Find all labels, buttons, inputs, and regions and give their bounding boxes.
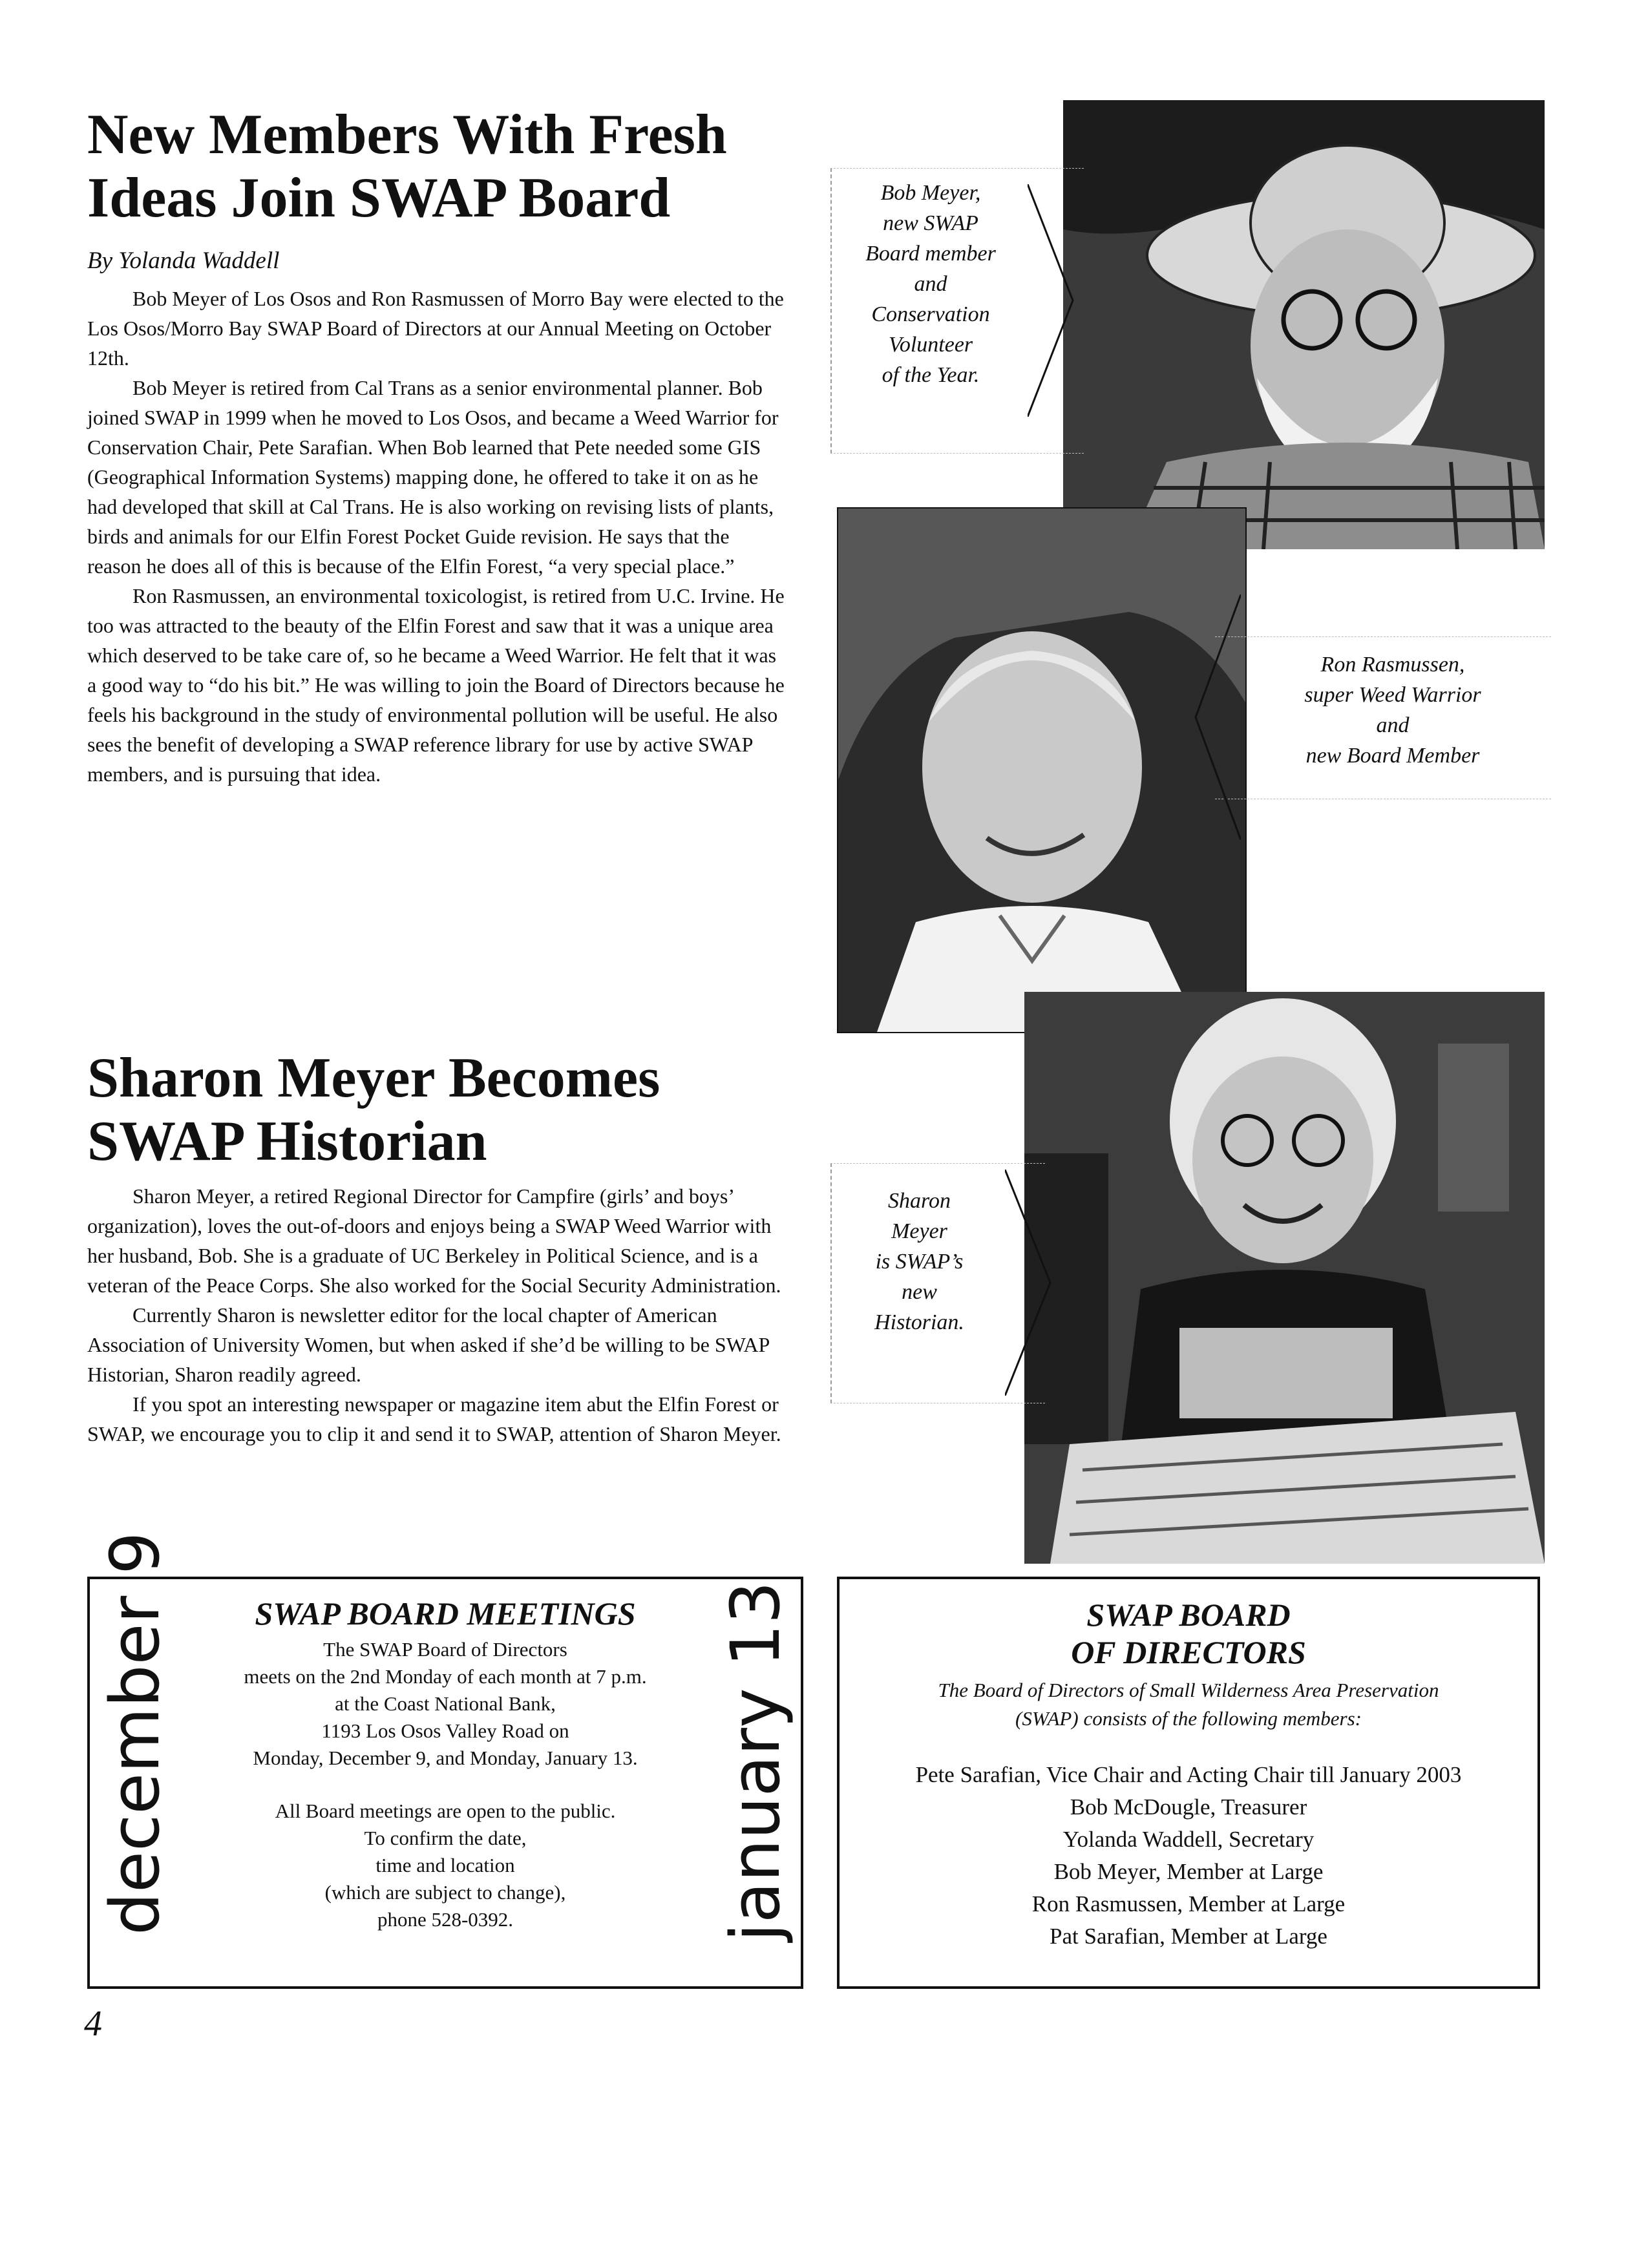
paragraph: Bob Meyer of Los Osos and Ron Rasmussen of Morro Bay were elected to the Los Osos/Morro Bay SWAP Board of Directors at our Annual Meeting on October 12th. xyxy=(87,287,784,370)
photo-ron-rasmussen xyxy=(837,507,1247,1033)
article-sharon-meyer xyxy=(87,1047,830,1449)
directors-box xyxy=(837,1577,1540,1989)
ron-rasmussen-portrait-icon xyxy=(838,509,1245,1032)
paragraph: If you spot an interesting newspaper or magazine item abut the Elfin Forest or SWAP, we encourage you to clip it and send it to SWAP, attention of Sharon Meyer. xyxy=(87,1392,781,1445)
vertical-date-december: december 9 xyxy=(96,1531,174,1935)
photo-sharon-meyer xyxy=(1024,992,1545,1564)
list-item: Bob McDougle, Treasurer xyxy=(1070,1794,1307,1820)
article2-body xyxy=(87,1181,798,1449)
vertical-date-january: january 13 xyxy=(716,1581,795,1942)
directors-intro: The Board of Directors of Small Wilderness Area Preservation (SWAP) consists of the following members: xyxy=(938,1679,1439,1730)
headline-sharon-meyer: Sharon Meyer Becomes SWAP Historian xyxy=(87,1047,660,1173)
paragraph: Currently Sharon is newsletter editor for the local chapter of American Association of University Women, but when asked if she’d be willing to be SWAP Historian, Sharon readily agreed. xyxy=(87,1303,770,1386)
list-item: Bob Meyer, Member at Large xyxy=(1053,1859,1324,1884)
article-new-members xyxy=(87,103,830,789)
meetings-box xyxy=(87,1531,803,1989)
bob-meyer-portrait-icon xyxy=(1063,100,1545,549)
callout-pointer-icon xyxy=(1005,1170,1057,1396)
caption-bob-meyer: Bob Meyer, new SWAP Board member and Conservation Volunteer of the Year. xyxy=(865,181,996,387)
byline: By Yolanda Waddell xyxy=(87,247,280,274)
sharon-meyer-portrait-icon xyxy=(1024,992,1545,1564)
meetings-title: SWAP BOARD MEETINGS xyxy=(255,1595,636,1632)
callout-pointer-icon xyxy=(1028,184,1079,417)
list-item: Pete Sarafian, Vice Chair and Acting Chair till January 2003 xyxy=(915,1762,1462,1787)
list-item: Yolanda Waddell, Secretary xyxy=(1062,1827,1315,1852)
caption-ron-rasmussen: Ron Rasmussen, super Weed Warrior and new Board Member xyxy=(1304,653,1481,768)
photo-bob-meyer xyxy=(1063,100,1545,549)
directors-list xyxy=(840,1759,1537,1953)
headline-new-members: New Members With Fresh Ideas Join SWAP Board xyxy=(87,103,727,229)
paragraph: Bob Meyer is retired from Cal Trans as a senior environmental planner. Bob joined SWAP in 1999 when he moved to Los Osos, and became a Weed Warrior for Conservation Chair, Pete Sarafian. When Bob learned that Pete needed some GIS (Geographical Information Systems) mapping done, he offered to take it on as he had developed that skill at Cal Trans. He is also working on revising lists of plants, birds and animals for our Elfin Forest Pocket Guide revision. He says that the reason he does all of this is because of the Elfin Forest, “a very special place.” xyxy=(87,376,779,578)
callout-pointer-icon xyxy=(1189,594,1241,840)
directors-title: SWAP BOARD OF DIRECTORS xyxy=(1071,1597,1306,1670)
page-number: 4 xyxy=(84,2004,102,2044)
caption-sharon-meyer: Sharon Meyer is SWAP’s new Historian. xyxy=(874,1189,964,1334)
meetings-details: The SWAP Board of Directors meets on the 2nd Monday of each month at 7 p.m. at the Coast National Bank, 1193 Los Osos Valley Road on Monday, December 9, and Monday, January 13. All Board meetings are open to the public. To confirm the date, time and location (which are subject to change), phone 528-0392. xyxy=(244,1638,647,1931)
paragraph: Sharon Meyer, a retired Regional Director for Campfire (girls’ and boys’ organization), loves the out-of-doors and enjoys being a SWAP Weed Warrior with her husband, Bob. She is a graduate of UC Berkeley in Political Science, and is a veteran of the Peace Corps. She also worked for the Social Security Administration. xyxy=(87,1184,781,1297)
article1-body xyxy=(87,284,785,789)
list-item: Ron Rasmussen, Member at Large xyxy=(1031,1891,1346,1916)
paragraph: Ron Rasmussen, an environmental toxicologist, is retired from U.C. Irvine. He too was attracted to the beauty of the Elfin Forest and saw that it was a unique area which deserved to be take care of, so he became a Weed Warrior. He felt that it was a good way to “do his bit.” He was willing to join the Board of Directors because he feels his background in the study of environmental pollution will be useful. He also sees the benefit of developing a SWAP reference library for use by active SWAP members, and is pursuing that idea. xyxy=(87,584,785,786)
list-item: Pat Sarafian, Member at Large xyxy=(1050,1924,1327,1949)
